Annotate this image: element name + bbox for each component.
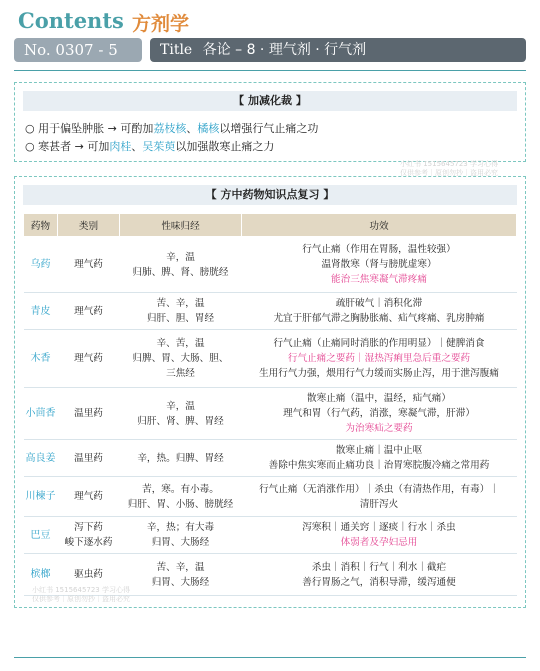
table-row bbox=[24, 440, 517, 477]
addition-line-1: ○ 用于偏坠肿胀 → 可酌加荔枝核、橘核以增强行气止痛之功 bbox=[25, 122, 319, 135]
herb-category: 理气药 bbox=[58, 330, 120, 388]
herb-name: 木香 bbox=[24, 330, 58, 388]
herb-category: 理气药 bbox=[58, 477, 120, 517]
herb-category: 理气药 bbox=[58, 237, 120, 293]
top-divider bbox=[14, 70, 526, 71]
circle-bullet-icon: ○ bbox=[25, 140, 39, 153]
review-heading: 【 方中药物知识点复习 】 bbox=[23, 185, 517, 205]
circle-bullet-icon: ○ bbox=[25, 122, 39, 135]
herb-category: 理气药 bbox=[58, 293, 120, 330]
herb-effects bbox=[242, 517, 517, 554]
effect-line: 尤宜于肝郁气滞之胸胁胀痛、疝气疼痛、乳房肿痛 bbox=[273, 313, 485, 324]
addition-box bbox=[14, 82, 526, 162]
herb-nature: 辛，温 归肝、肾、脾、胃经 bbox=[120, 388, 242, 440]
effect-line: 为治寒疝之要药 bbox=[345, 423, 413, 434]
herb-nature: 辛，热；有大毒 归胃、大肠经 bbox=[120, 517, 242, 554]
watermark: 小红书 1515645723 学习心得 仅供参考｜原创勿抄｜盗用必究 bbox=[32, 586, 130, 603]
herb-nature: 辛，温 归肺、脾、肾、膀胱经 bbox=[120, 237, 242, 293]
herb-nature: 苦，寒。有小毒。 归肝、胃、小肠、膀胱经 bbox=[120, 477, 242, 517]
note-title bbox=[150, 38, 526, 62]
herb-effects bbox=[242, 477, 517, 517]
herb-highlight: 橘核 bbox=[197, 122, 220, 135]
effect-line: 善行胃肠之气，消积导滞，缓泻通便 bbox=[302, 576, 456, 588]
herb-name: 高良姜 bbox=[24, 440, 58, 477]
effect-line: 行气止痛（止痛同时消胀的作用明显）｜健脾消食 bbox=[273, 338, 485, 349]
table-row bbox=[24, 388, 517, 440]
effect-line: 杀虫｜消积｜行气｜利水｜截疟 bbox=[311, 561, 447, 573]
herb-effects bbox=[242, 330, 517, 388]
table-row bbox=[24, 517, 517, 554]
title-label: Title bbox=[160, 42, 193, 58]
herb-name: 乌药 bbox=[24, 237, 58, 293]
effect-line: 行气止痛（作用在胃肠，温性较强） bbox=[302, 244, 456, 255]
herb-nature: 辛、苦，温 归脾、胃、大肠、胆、 三焦经 bbox=[120, 330, 242, 388]
herb-effects bbox=[242, 440, 517, 477]
herb-highlight: 荔枝核 bbox=[153, 122, 187, 135]
herb-name: 青皮 bbox=[24, 293, 58, 330]
herb-category: 驱虫药 bbox=[58, 554, 120, 596]
addition-heading: 【 加减化裁 】 bbox=[23, 91, 517, 111]
herb-category: 温里药 bbox=[58, 440, 120, 477]
effect-line: 清肝泻火 bbox=[359, 498, 399, 510]
herb-name: 巴豆 bbox=[24, 517, 58, 554]
effect-line: 散寒止痛｜温中止呕 bbox=[335, 445, 423, 456]
herb-category: 泻下药 峻下逐水药 bbox=[58, 517, 120, 554]
watermark: 小红书 1515645723 学习心得 仅供参考｜原创勿抄｜盗用必究 bbox=[400, 160, 498, 177]
effect-line: 体弱者及孕妇忌用 bbox=[340, 537, 418, 548]
effect-line: 疏肝破气｜消积化滞 bbox=[335, 298, 423, 309]
herb-nature: 辛，热。归脾、胃经 bbox=[120, 440, 242, 477]
herb-effects bbox=[242, 237, 517, 293]
effect-line: 行气止痛（无消涨作用）｜杀虫（有清热作用，有毒）｜ bbox=[259, 483, 499, 495]
note-number: No. 0307 - 5 bbox=[14, 38, 142, 62]
herb-highlight: 吴茱萸 bbox=[142, 140, 176, 153]
effect-line: 生用行气力强，煨用行气力缓而实肠止泻，用于泄泻腹痛 bbox=[259, 368, 499, 379]
herb-nature: 苦、辛，温 归胃、大肠经 bbox=[120, 554, 242, 596]
bottom-divider bbox=[14, 657, 526, 658]
addition-line-2: ○ 寒甚者 → 可加肉桂、吴茱萸以加强散寒止痛之力 bbox=[25, 140, 275, 153]
effect-line: 泻寒积｜通关窍｜逐痰｜行水｜杀虫 bbox=[302, 522, 456, 533]
table-row bbox=[24, 330, 517, 388]
effect-line: 理气和胃（行气药，消涨，寒凝气滞，肝滞） bbox=[283, 408, 475, 419]
effect-line: 善除中焦实寒而止痛功良｜治胃寒脘腹冷痛之常用药 bbox=[268, 460, 490, 471]
subject-heading: 方剂学 bbox=[132, 13, 190, 35]
herb-name: 川楝子 bbox=[24, 477, 58, 517]
table-row bbox=[24, 237, 517, 293]
herb-highlight: 肉桂 bbox=[109, 140, 132, 153]
herb-table bbox=[23, 213, 517, 596]
table-row bbox=[24, 293, 517, 330]
table-header bbox=[24, 214, 517, 237]
review-box bbox=[14, 176, 526, 608]
col-header: 药物 bbox=[24, 214, 58, 237]
herb-name: 小茴香 bbox=[24, 388, 58, 440]
title-text: 各论 – 8 · 理气剂 · 行气剂 bbox=[202, 42, 367, 58]
col-header: 性味归经 bbox=[120, 214, 242, 237]
herb-effects bbox=[242, 388, 517, 440]
effect-line: 行气止痛之要药｜湿热泻痢里急后重之要药 bbox=[287, 353, 471, 364]
herb-effects bbox=[242, 293, 517, 330]
herb-nature: 苦、辛，温 归肝、胆、胃经 bbox=[120, 293, 242, 330]
contents-heading: Contents bbox=[18, 8, 124, 33]
effect-line: 散寒止痛（温中，温经，疝气痛） bbox=[307, 393, 451, 404]
effect-line: 温肾散寒（肾与膀胱虚寒） bbox=[321, 259, 437, 270]
herb-category: 温里药 bbox=[58, 388, 120, 440]
effect-line: 能治三焦寒凝气滞疼痛 bbox=[331, 274, 427, 285]
herb-name: 槟榔 bbox=[24, 554, 58, 596]
table-row bbox=[24, 477, 517, 517]
herb-effects bbox=[242, 554, 517, 596]
header bbox=[14, 6, 526, 38]
col-header: 功效 bbox=[242, 214, 517, 237]
col-header: 类别 bbox=[58, 214, 120, 237]
